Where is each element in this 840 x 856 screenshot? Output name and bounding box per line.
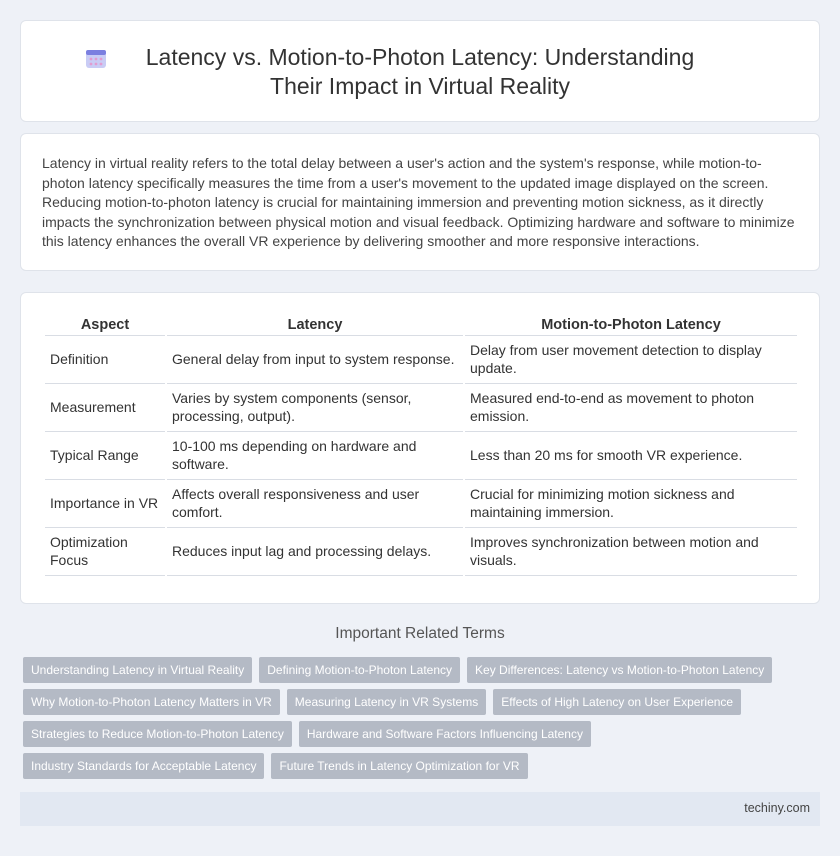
table-cell: General delay from input to system response. xyxy=(167,336,463,384)
header-aspect: Aspect xyxy=(45,315,165,336)
related-terms-title: Important Related Terms xyxy=(335,625,505,642)
table-cell: Measured end-to-end as movement to photon emission. xyxy=(465,384,797,432)
table-row xyxy=(45,528,797,576)
comparison-card xyxy=(20,292,820,604)
table-cell: Less than 20 ms for smooth VR experience. xyxy=(465,432,797,480)
tag-row xyxy=(23,657,823,683)
related-term-tag[interactable]: Defining Motion-to-Photon Latency xyxy=(259,657,460,683)
table-cell: Crucial for minimizing motion sickness and maintaining immersion. xyxy=(465,480,797,528)
table-row xyxy=(45,336,797,384)
intro-card xyxy=(20,133,820,271)
related-term-tag[interactable]: Industry Standards for Acceptable Latency xyxy=(23,753,264,779)
table-cell: Importance in VR xyxy=(45,480,165,528)
table-row xyxy=(45,384,797,432)
table-row xyxy=(45,480,797,528)
table-cell: Reduces input lag and processing delays. xyxy=(167,528,463,576)
page-title: Latency vs. Motion-to-Photon Latency: Understanding Their Impact in Virtual Reality xyxy=(145,44,695,99)
table-cell: Affects overall responsiveness and user comfort. xyxy=(167,480,463,528)
intro-text: Latency in virtual reality refers to the total delay between a user's action and the system's response, while motion-to-photon latency specifically measures the time from a user's movement to the updated image displayed on the screen. Reducing motion-to-photon latency is crucial for maintaining immersion and preventing motion sickness, as it directly impacts the synchronization between physical motion and visual feedback. Optimizing hardware and software to minimize this latency enhances the overall VR experience by delivering smoother and more responsive interactions. xyxy=(42,155,795,250)
tag-row xyxy=(23,753,823,779)
related-term-tag[interactable]: Why Motion-to-Photon Latency Matters in VR xyxy=(23,689,280,715)
table-cell: Measurement xyxy=(45,384,165,432)
related-term-tag[interactable]: Strategies to Reduce Motion-to-Photon Latency xyxy=(23,721,292,747)
table-cell: Optimization Focus xyxy=(45,528,165,576)
table-cell: 10-100 ms depending on hardware and software. xyxy=(167,432,463,480)
table-cell: Varies by system components (sensor, processing, output). xyxy=(167,384,463,432)
related-terms-list xyxy=(23,657,823,785)
header-latency: Latency xyxy=(167,315,463,336)
site-name[interactable]: techiny.com xyxy=(744,801,810,815)
table-row xyxy=(45,432,797,480)
table-cell: Definition xyxy=(45,336,165,384)
tag-row xyxy=(23,689,823,715)
table-header-row xyxy=(45,315,797,336)
related-term-tag[interactable]: Key Differences: Latency vs Motion-to-Photon Latency xyxy=(467,657,772,683)
table-cell: Delay from user movement detection to display update. xyxy=(465,336,797,384)
tag-row xyxy=(23,721,823,747)
related-term-tag[interactable]: Effects of High Latency on User Experience xyxy=(493,689,741,715)
comparison-table xyxy=(43,315,799,576)
table-cell: Improves synchronization between motion and visuals. xyxy=(465,528,797,576)
related-term-tag[interactable]: Hardware and Software Factors Influencing Latency xyxy=(299,721,591,747)
table-cell: Typical Range xyxy=(45,432,165,480)
header-card xyxy=(20,20,820,122)
related-term-tag[interactable]: Measuring Latency in VR Systems xyxy=(287,689,486,715)
header-mtp-latency: Motion-to-Photon Latency xyxy=(465,315,797,336)
related-term-tag[interactable]: Future Trends in Latency Optimization for VR xyxy=(271,753,527,779)
related-term-tag[interactable]: Understanding Latency in Virtual Reality xyxy=(23,657,252,683)
footer xyxy=(20,792,820,826)
